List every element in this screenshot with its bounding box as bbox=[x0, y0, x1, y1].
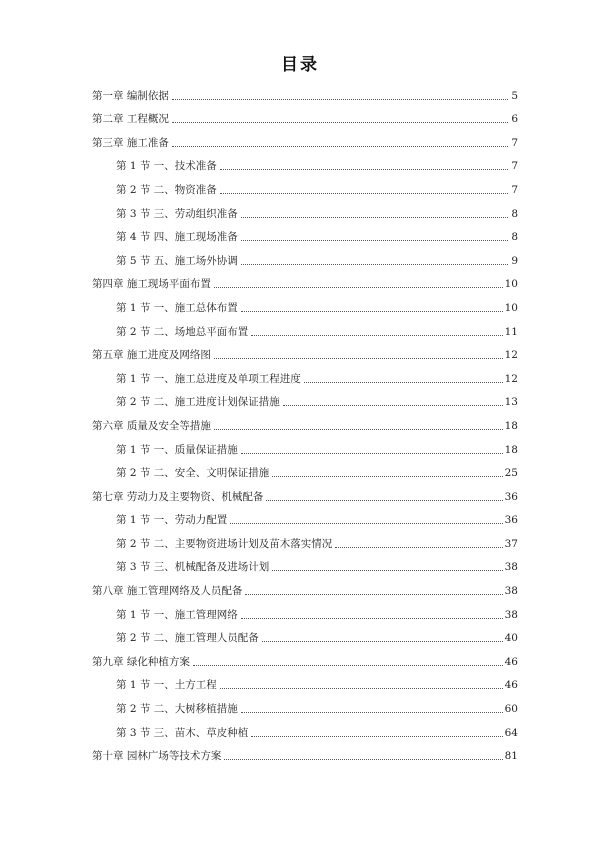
dot-leader bbox=[230, 523, 502, 524]
dot-leader bbox=[283, 405, 503, 406]
toc-entry-page-number: 36 bbox=[504, 490, 518, 503]
toc-entry-label: 第 3 节 三、苗木、草皮种植 bbox=[116, 726, 249, 739]
toc-entry-label: 第五章 施工进度及网络图 bbox=[92, 349, 211, 362]
toc-entry-page-number: 40 bbox=[504, 632, 518, 645]
dot-leader bbox=[251, 335, 502, 336]
toc-entry-page-number: 10 bbox=[504, 301, 518, 314]
table-of-contents bbox=[92, 78, 518, 762]
toc-section-entry[interactable] bbox=[92, 691, 518, 715]
toc-entry-label: 第七章 劳动力及主要物资、机械配备 bbox=[92, 490, 264, 503]
toc-entry-label: 第 2 节 二、主要物资进场计划及苗木落实情况 bbox=[116, 537, 333, 550]
toc-entry-label: 第二章 工程概况 bbox=[92, 113, 169, 126]
toc-entry-label: 第 1 节 一、技术准备 bbox=[116, 160, 217, 173]
toc-entry-label: 第 1 节 一、质量保证措施 bbox=[116, 443, 238, 456]
toc-entry-label: 第 1 节 一、施工总进度及单项工程进度 bbox=[116, 372, 301, 385]
toc-entry-page-number: 6 bbox=[511, 113, 518, 126]
toc-chapter-entry[interactable] bbox=[92, 78, 518, 102]
dot-leader bbox=[214, 429, 503, 430]
dot-leader bbox=[304, 382, 503, 383]
dot-leader bbox=[241, 264, 508, 265]
toc-entry-label: 第四章 施工现场平面布置 bbox=[92, 278, 211, 291]
dot-leader bbox=[172, 99, 508, 100]
toc-entry-page-number: 64 bbox=[504, 726, 518, 739]
toc-section-entry[interactable] bbox=[92, 220, 518, 244]
toc-entry-label: 第 4 节 四、施工现场准备 bbox=[116, 231, 238, 244]
toc-entry-label: 第 1 节 一、施工管理网络 bbox=[116, 608, 238, 621]
dot-leader bbox=[241, 453, 503, 454]
toc-entry-page-number: 5 bbox=[511, 89, 518, 102]
dot-leader bbox=[172, 122, 508, 123]
toc-chapter-entry[interactable] bbox=[92, 644, 518, 668]
toc-section-entry[interactable] bbox=[92, 432, 518, 456]
dot-leader bbox=[272, 570, 502, 571]
toc-entry-page-number: 12 bbox=[504, 372, 518, 385]
toc-entry-page-number: 8 bbox=[511, 231, 518, 244]
page-title: 目录 bbox=[281, 55, 319, 75]
toc-chapter-entry[interactable] bbox=[92, 479, 518, 503]
toc-section-entry[interactable] bbox=[92, 597, 518, 621]
toc-section-entry[interactable] bbox=[92, 243, 518, 267]
toc-section-entry[interactable] bbox=[92, 361, 518, 385]
toc-entry-page-number: 7 bbox=[511, 183, 518, 196]
toc-section-entry[interactable] bbox=[92, 668, 518, 692]
toc-entry-page-number: 7 bbox=[511, 136, 518, 149]
dot-leader bbox=[241, 217, 508, 218]
toc-chapter-entry[interactable] bbox=[92, 102, 518, 126]
toc-entry-page-number: 11 bbox=[504, 325, 518, 338]
toc-entry-page-number: 10 bbox=[504, 278, 518, 291]
toc-entry-page-number: 7 bbox=[511, 160, 518, 173]
dot-leader bbox=[251, 736, 502, 737]
toc-entry-page-number: 18 bbox=[504, 443, 518, 456]
toc-entry-label: 第 1 节 一、土方工程 bbox=[116, 679, 217, 692]
dot-leader bbox=[266, 500, 502, 501]
toc-entry-page-number: 38 bbox=[504, 608, 518, 621]
dot-leader bbox=[220, 688, 503, 689]
toc-entry-label: 第 2 节 二、安全、文明保证措施 bbox=[116, 467, 270, 480]
toc-section-entry[interactable] bbox=[92, 290, 518, 314]
dot-leader bbox=[272, 476, 502, 477]
toc-chapter-entry[interactable] bbox=[92, 739, 518, 763]
toc-entry-page-number: 9 bbox=[511, 254, 518, 267]
toc-entry-page-number: 38 bbox=[504, 585, 518, 598]
dot-leader bbox=[241, 712, 503, 713]
toc-chapter-entry[interactable] bbox=[92, 573, 518, 597]
toc-chapter-entry[interactable] bbox=[92, 125, 518, 149]
dot-leader bbox=[214, 287, 503, 288]
toc-section-entry[interactable] bbox=[92, 526, 518, 550]
toc-entry-label: 第九章 绿化种植方案 bbox=[92, 655, 190, 668]
dot-leader bbox=[241, 618, 503, 619]
toc-chapter-entry[interactable] bbox=[92, 267, 518, 291]
dot-leader bbox=[241, 240, 508, 241]
toc-entry-page-number: 12 bbox=[504, 349, 518, 362]
toc-entry-label: 第 2 节 二、施工进度计划保证措施 bbox=[116, 396, 280, 409]
toc-entry-page-number: 18 bbox=[504, 419, 518, 432]
toc-section-entry[interactable] bbox=[92, 456, 518, 480]
dot-leader bbox=[193, 665, 503, 666]
toc-entry-label: 第 2 节 二、场地总平面布置 bbox=[116, 325, 249, 338]
toc-entry-page-number: 60 bbox=[504, 703, 518, 716]
toc-entry-label: 第 2 节 二、物资准备 bbox=[116, 183, 217, 196]
toc-section-entry[interactable] bbox=[92, 715, 518, 739]
toc-entry-page-number: 13 bbox=[504, 396, 518, 409]
toc-entry-label: 第 3 节 三、劳动组织准备 bbox=[116, 207, 238, 220]
toc-section-entry[interactable] bbox=[92, 149, 518, 173]
dot-leader bbox=[224, 759, 502, 760]
toc-chapter-entry[interactable] bbox=[92, 408, 518, 432]
toc-entry-page-number: 37 bbox=[504, 537, 518, 550]
toc-entry-page-number: 46 bbox=[504, 655, 518, 668]
toc-entry-label: 第 2 节 二、施工管理人员配备 bbox=[116, 632, 259, 645]
toc-entry-page-number: 36 bbox=[504, 514, 518, 527]
toc-section-entry[interactable] bbox=[92, 621, 518, 645]
dot-leader bbox=[172, 146, 508, 147]
toc-entry-label: 第六章 质量及安全等措施 bbox=[92, 419, 211, 432]
dot-leader bbox=[245, 594, 502, 595]
toc-entry-label: 第一章 编制依据 bbox=[92, 89, 169, 102]
toc-chapter-entry[interactable] bbox=[92, 338, 518, 362]
toc-section-entry[interactable] bbox=[92, 385, 518, 409]
toc-section-entry[interactable] bbox=[92, 503, 518, 527]
toc-section-entry[interactable] bbox=[92, 172, 518, 196]
toc-entry-label: 第 2 节 二、大树移植措施 bbox=[116, 703, 238, 716]
toc-entry-page-number: 25 bbox=[504, 467, 518, 480]
toc-entry-label: 第 1 节 一、劳动力配置 bbox=[116, 514, 228, 527]
toc-entry-page-number: 46 bbox=[504, 679, 518, 692]
toc-entry-label: 第三章 施工准备 bbox=[92, 136, 169, 149]
dot-leader bbox=[241, 311, 503, 312]
toc-entry-page-number: 38 bbox=[504, 561, 518, 574]
toc-entry-label: 第 1 节 一、施工总体布置 bbox=[116, 301, 238, 314]
dot-leader bbox=[262, 641, 503, 642]
toc-entry-page-number: 81 bbox=[504, 750, 518, 763]
toc-entry-label: 第 5 节 五、施工场外协调 bbox=[116, 254, 238, 267]
toc-section-entry[interactable] bbox=[92, 196, 518, 220]
toc-entry-page-number: 8 bbox=[511, 207, 518, 220]
dot-leader bbox=[214, 358, 503, 359]
dot-leader bbox=[335, 547, 502, 548]
toc-section-entry[interactable] bbox=[92, 314, 518, 338]
dot-leader bbox=[220, 193, 508, 194]
toc-entry-label: 第十章 园林广场等技术方案 bbox=[92, 750, 222, 763]
dot-leader bbox=[220, 169, 508, 170]
toc-entry-label: 第八章 施工管理网络及人员配备 bbox=[92, 585, 243, 598]
toc-section-entry[interactable] bbox=[92, 550, 518, 574]
toc-entry-label: 第 3 节 三、机械配备及进场计划 bbox=[116, 561, 270, 574]
